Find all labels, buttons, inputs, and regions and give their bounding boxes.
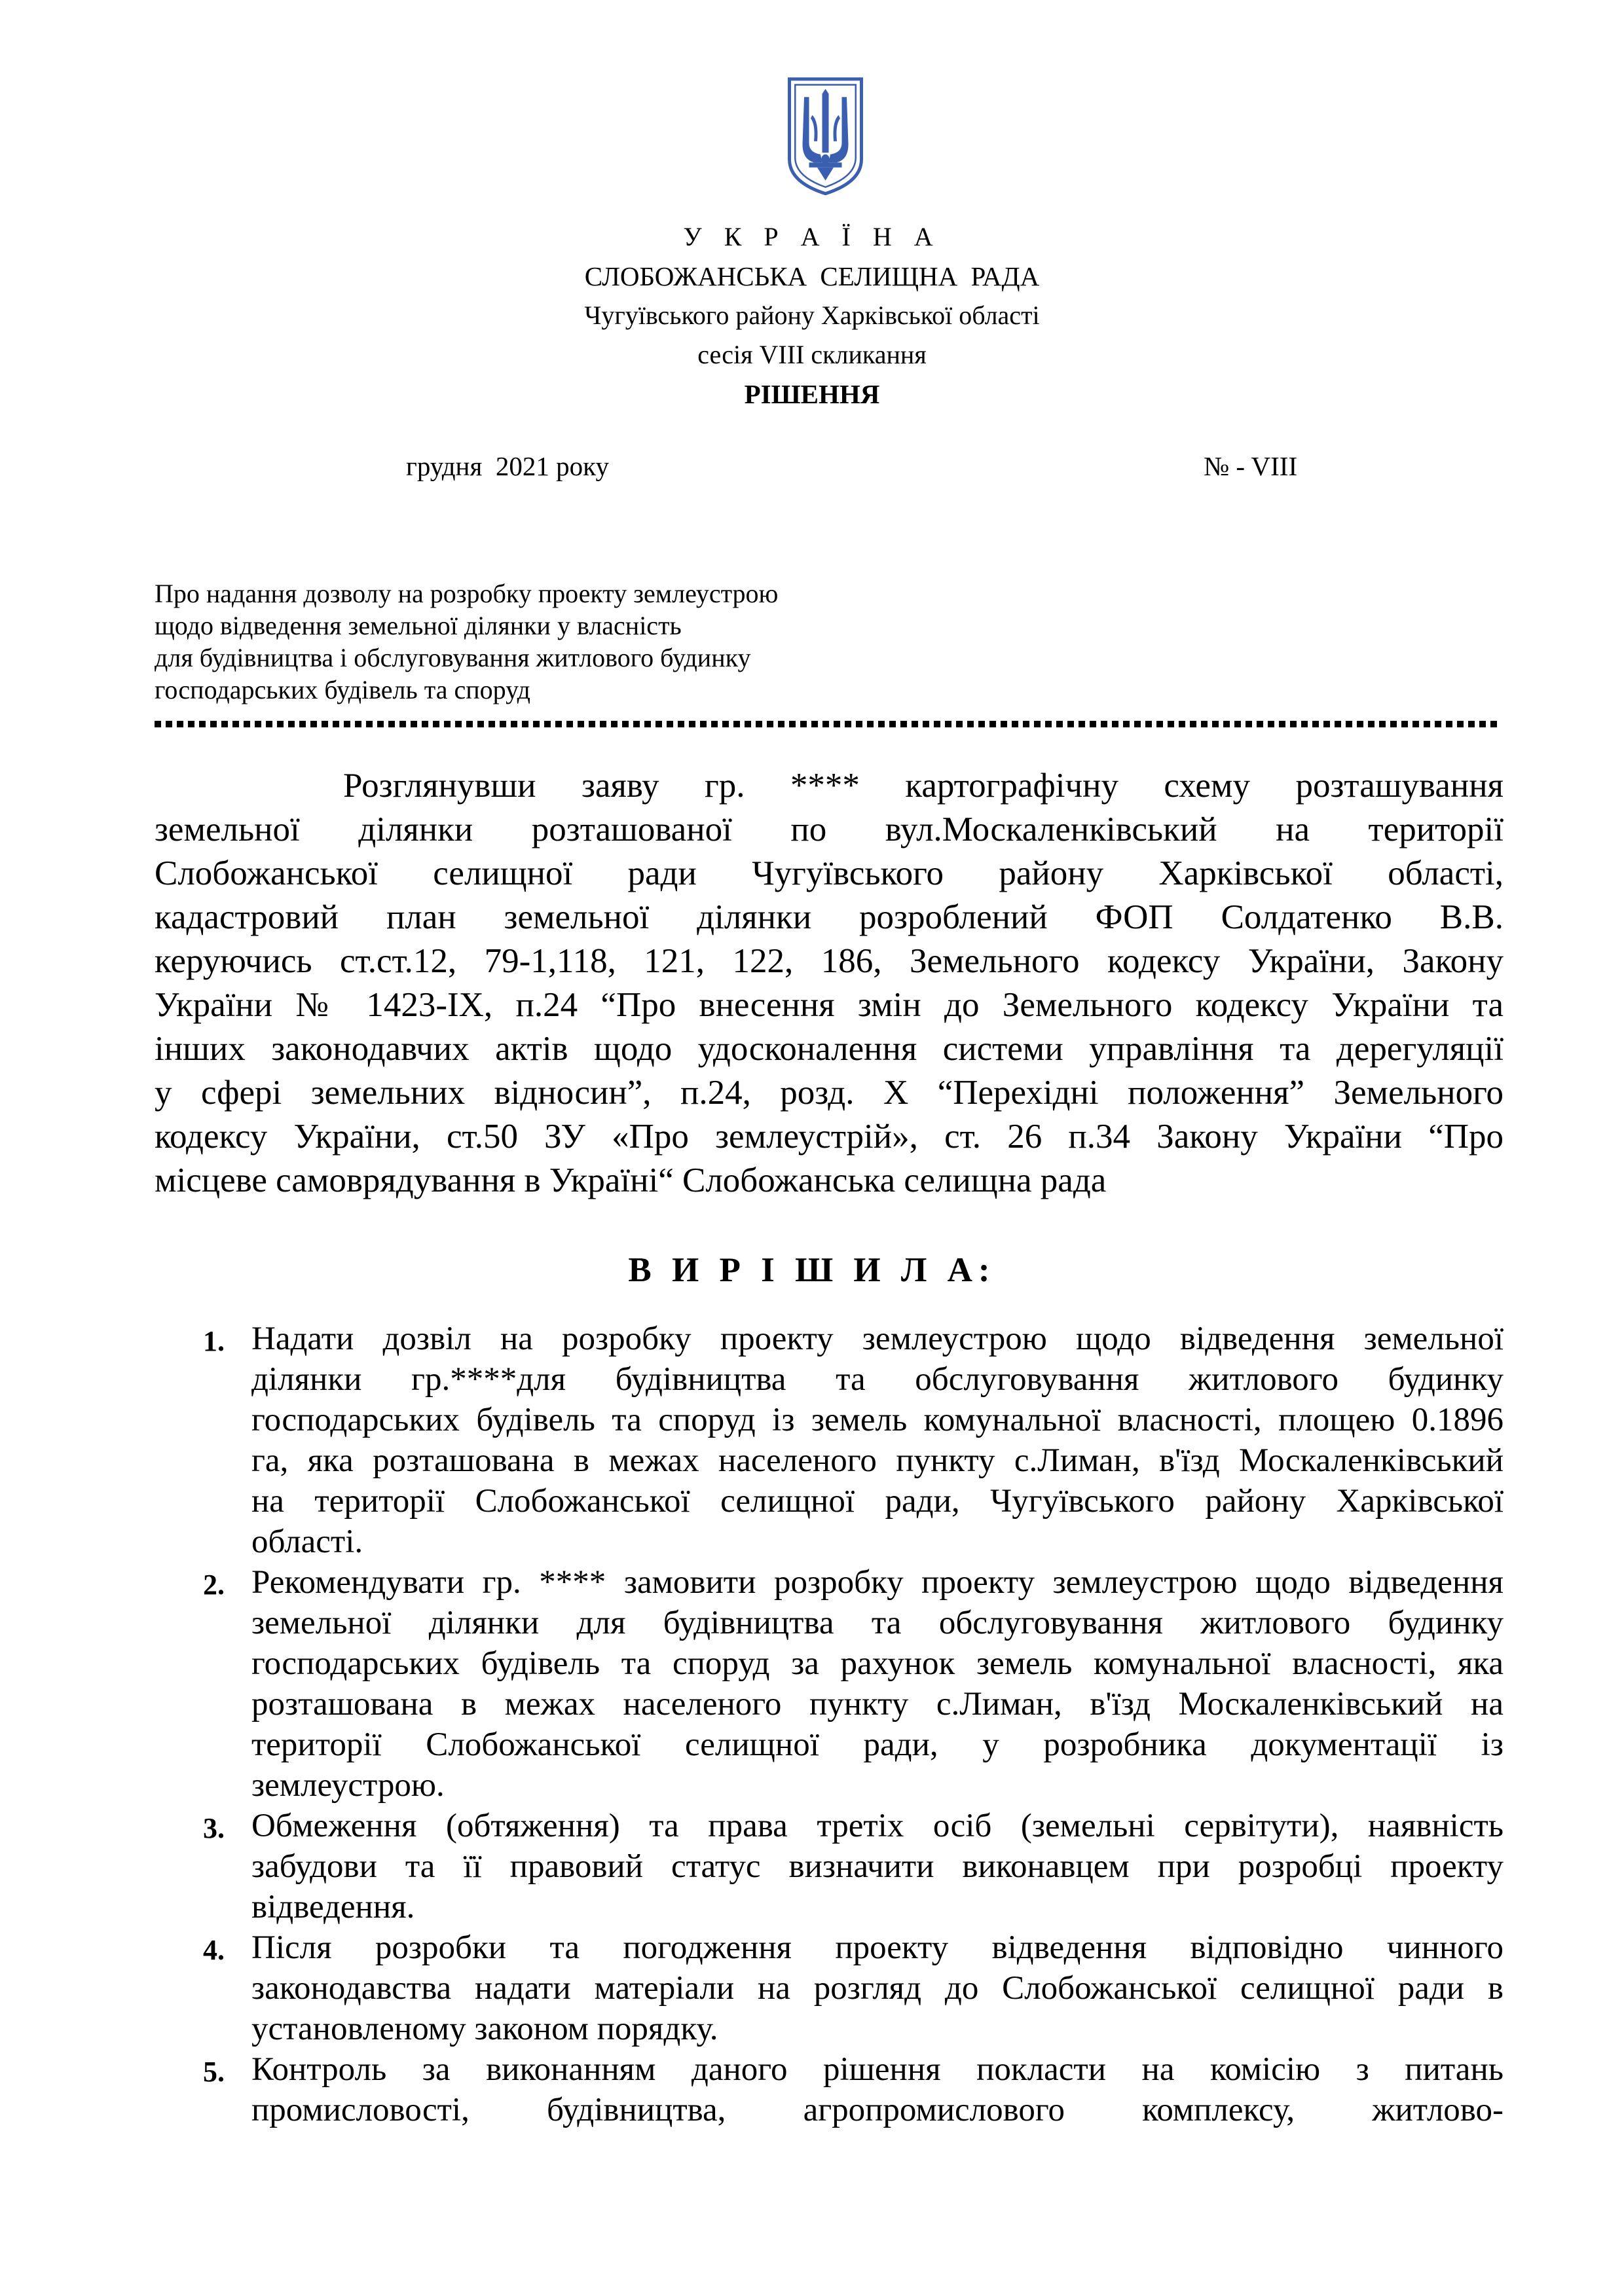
item-line: забудови та її правовий статус визначити виконавцем при розробці проекту [251, 1848, 1504, 1885]
document-type-title: РІШЕННЯ [744, 379, 880, 409]
item-number: 3. [203, 1812, 225, 1844]
item-line: Контроль за виконанням даного рішення покласти на комісію з питань [251, 2051, 1504, 2088]
item-line: господарських будівель та споруд за рахунок земель комунальної власності, яка [251, 1645, 1504, 1682]
preamble-line: місцеве самоврядування в Україні“ Слобожанська селищна рада [155, 1161, 1107, 1199]
item-line: промисловості, будівництва, агропромислового комплексу, житлово- [251, 2092, 1504, 2128]
decision-subject [155, 577, 778, 706]
preamble-line: Розглянувши заяву гр. **** картографічну схему розташування [343, 767, 1504, 805]
item-line: на території Слобожанської селищної ради, Чугуївського району Харківської [251, 1483, 1504, 1520]
country-name: У К Р А Ї Н А [683, 222, 941, 251]
decision-date: грудня 2021 року [406, 451, 609, 481]
preamble-line: кадастровий план земельної ділянки розроблений ФОП Солдатенко В.В. [155, 898, 1504, 936]
subject-line: Про надання дозволу на розробку проекту землеустрою [155, 579, 779, 608]
item-number: 2. [203, 1569, 225, 1601]
item-line: га, яка розташована в межах населеного пункту с.Лиман, в'їзд Москаленківський [251, 1442, 1504, 1479]
item-line: відведення. [251, 1889, 415, 1925]
item-line: установленому законом порядку. [251, 2011, 718, 2047]
item-line: Рекомендувати гр. **** замовити розробку проекту землеустрою щодо відведення [251, 1564, 1504, 1601]
item-number: 4. [203, 1934, 225, 1966]
coat-of-arms-trident-icon [784, 73, 866, 198]
item-line: Обмеження (обтяження) та права третіх осіб (земельні сервітути), наявність [251, 1808, 1504, 1844]
preamble-line: інших законодавчих актів щодо удосконалення системи управління та дерегуляції [155, 1030, 1504, 1068]
subject-line: для будівництва і обслуговування житлового будинку [155, 643, 751, 672]
session-info: сесія VIII скликання [697, 340, 927, 369]
item-number: 1. [203, 1325, 225, 1357]
preamble-line: у сфері земельних відносин”, п.24, розд. Х “Перехідні положення” Земельного [155, 1074, 1504, 1112]
item-line: Після розробки та погодження проекту відведення відповідно чинного [251, 1929, 1504, 1966]
council-name: СЛОБОЖАНСЬКА СЕЛИЩНА РАДА [584, 261, 1040, 291]
dashed-separator [155, 721, 1497, 727]
subject-line: господарських будівель та споруд [155, 675, 530, 704]
item-number: 5. [203, 2056, 225, 2088]
preamble-line: земельної ділянки розташованої по вул.Москаленківський на території [155, 811, 1504, 848]
item-line: земельної ділянки для будівництва та обслуговування житлового будинку [251, 1605, 1504, 1641]
item-line: законодавства надати матеріали на розгляд до Слобожанської селищної ради в [251, 1970, 1504, 2007]
item-line: господарських будівель та споруд із земель комунальної власності, площею 0.1896 [251, 1402, 1504, 1438]
preamble-line: кодексу України, ст.50 ЗУ «Про землеустрій», ст. 26 п.34 Закону України “Про [155, 1118, 1504, 1156]
item-line: землеустрою. [251, 1767, 445, 1804]
item-line: розташована в межах населеного пункту с.Лиман, в'їзд Москаленківський на [251, 1686, 1504, 1722]
preamble-line: Слобожанської селищної ради Чугуївського району Харківської області, [155, 854, 1504, 892]
decision-number: № - VIII [1204, 451, 1298, 481]
item-line: території Слобожанської селищної ради, у розробника документації із [251, 1726, 1504, 1763]
preamble-line: України № 1423-IX, п.24 “Про внесення змін до Земельного кодексу України та [155, 986, 1504, 1024]
preamble-line: керуючись ст.ст.12, 79-1,118, 121, 122, 186, Земельного кодексу України, Закону [155, 942, 1504, 980]
item-line: ділянки гр.****для будівництва та обслуговування житлового будинку [251, 1361, 1504, 1398]
decided-heading: В И Р І Ш И Л А: [628, 1251, 996, 1289]
district-name: Чугуївського району Харківської області [584, 301, 1040, 330]
item-line: Надати дозвіл на розробку проекту землеустрою щодо відведення земельної [251, 1321, 1504, 1357]
item-line: області. [251, 1523, 363, 1560]
subject-line: щодо відведення земельної ділянки у власність [155, 611, 682, 640]
